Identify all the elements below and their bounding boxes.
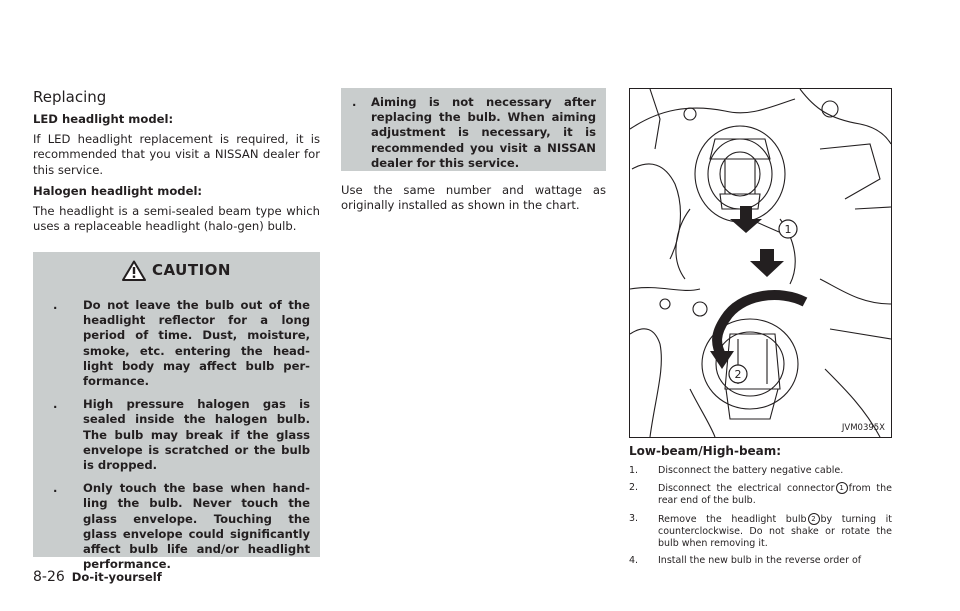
halogen-body: The headlight is a semi-sealed beam type which uses a replaceable headlight (halo-gen) bulb.	[33, 204, 320, 234]
aiming-note-box	[341, 88, 606, 171]
page-footer	[33, 569, 162, 585]
caution-header	[33, 252, 320, 288]
footer-section: Do-it-yourself	[71, 570, 162, 584]
steps-list	[629, 465, 892, 572]
caution-box	[33, 252, 320, 572]
caution-item: . High pressure halogen gas is sealed inside the halogen bulb. The bulb may break if the glass envelope is scratched or the bulb is dropped.	[53, 397, 310, 473]
headlight-bulb-figure	[629, 88, 892, 438]
page-number: 8-26	[33, 569, 65, 585]
caution-item: . Do not leave the bulb out of the headlight reflector for a long period of time. Dust, moisture, smoke, etc. entering the head-light body may affect bulb per-formance.	[53, 298, 310, 389]
wattage-note: Use the same number and wattage as originally installed as shown in the chart.	[341, 183, 606, 213]
figure-code: JVM0395X	[841, 423, 885, 433]
callout-2: 2	[734, 368, 742, 381]
ref-number-2: 2	[808, 513, 820, 525]
ref-number-1: 1	[836, 482, 848, 494]
section-title: Replacing	[33, 88, 107, 106]
caution-list	[53, 298, 310, 580]
warning-triangle-icon	[122, 260, 146, 281]
caution-title: CAUTION	[152, 261, 231, 279]
step-item: 4. Install the new bulb in the reverse order of	[629, 555, 862, 567]
headlight-illustration	[630, 89, 891, 437]
step-item: 1. Disconnect the battery negative cable.	[629, 465, 844, 476]
bullet: .	[352, 95, 357, 109]
halogen-heading: Halogen headlight model:	[33, 183, 203, 198]
led-body: If LED headlight replacement is required, it is recommended that you visit a NISSAN dealer for this service.	[33, 132, 320, 177]
step-item: 2. Disconnect the electrical connector 1 from the rear end of the bulb.	[629, 482, 892, 507]
led-heading: LED headlight model:	[33, 112, 174, 126]
step-item: 3. Remove the headlight bulb 2 by turning it counterclockwise. Do not shake or rotate the bulb when removing it.	[629, 512, 892, 550]
led-section	[33, 112, 320, 234]
beam-heading: Low-beam/High-beam:	[629, 444, 782, 458]
callout-1: 1	[784, 223, 792, 236]
caution-item: . Only touch the base when hand-ling the bulb. Never touch the glass envelope. Touching the glass envelope could significantly affect bulb life and/or headlight performance.	[53, 481, 310, 572]
aiming-note: Aiming is not necessary after replacing the bulb. When aiming adjustment is necessary, it is recommended you visit a NISSAN dealer for this service.	[371, 95, 596, 170]
